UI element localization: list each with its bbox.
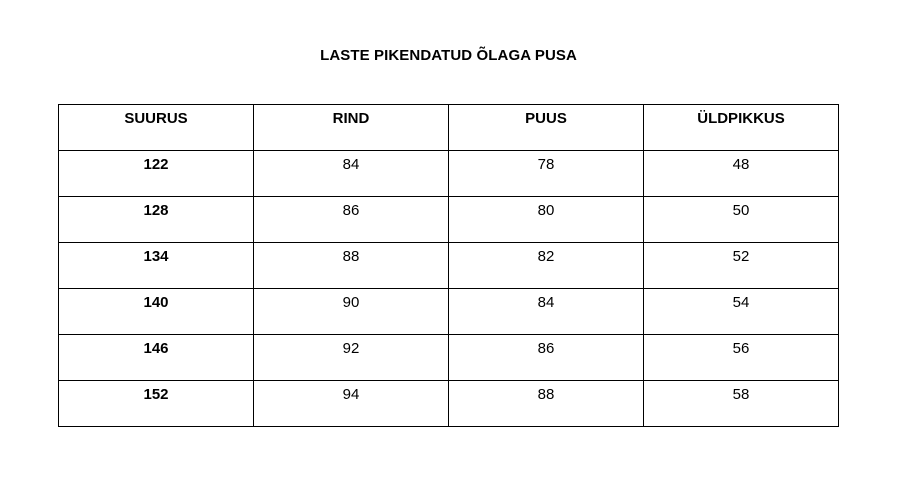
cell-puus: 80 <box>449 197 644 243</box>
header-puus: PUUS <box>449 105 644 151</box>
cell-rind: 92 <box>254 335 449 381</box>
size-table <box>58 104 839 427</box>
table-row <box>59 197 839 243</box>
cell-rind: 86 <box>254 197 449 243</box>
header-suurus: SUURUS <box>59 105 254 151</box>
cell-size: 152 <box>59 381 254 427</box>
table-row <box>59 381 839 427</box>
cell-uldpikkus: 52 <box>644 243 839 289</box>
cell-rind: 84 <box>254 151 449 197</box>
cell-size: 122 <box>59 151 254 197</box>
cell-puus: 78 <box>449 151 644 197</box>
table-row <box>59 243 839 289</box>
cell-size: 128 <box>59 197 254 243</box>
cell-size: 140 <box>59 289 254 335</box>
cell-uldpikkus: 58 <box>644 381 839 427</box>
cell-uldpikkus: 50 <box>644 197 839 243</box>
table-row <box>59 335 839 381</box>
cell-rind: 88 <box>254 243 449 289</box>
cell-rind: 94 <box>254 381 449 427</box>
header-uldpikkus: ÜLDPIKKUS <box>644 105 839 151</box>
table-row <box>59 289 839 335</box>
cell-puus: 88 <box>449 381 644 427</box>
cell-uldpikkus: 48 <box>644 151 839 197</box>
cell-puus: 82 <box>449 243 644 289</box>
cell-puus: 86 <box>449 335 644 381</box>
table-header-row <box>59 105 839 151</box>
table-row <box>59 151 839 197</box>
cell-size: 146 <box>59 335 254 381</box>
cell-size: 134 <box>59 243 254 289</box>
cell-uldpikkus: 54 <box>644 289 839 335</box>
page-title: LASTE PIKENDATUD ÕLAGA PUSA <box>320 47 577 64</box>
cell-rind: 90 <box>254 289 449 335</box>
cell-puus: 84 <box>449 289 644 335</box>
header-rind: RIND <box>254 105 449 151</box>
cell-uldpikkus: 56 <box>644 335 839 381</box>
